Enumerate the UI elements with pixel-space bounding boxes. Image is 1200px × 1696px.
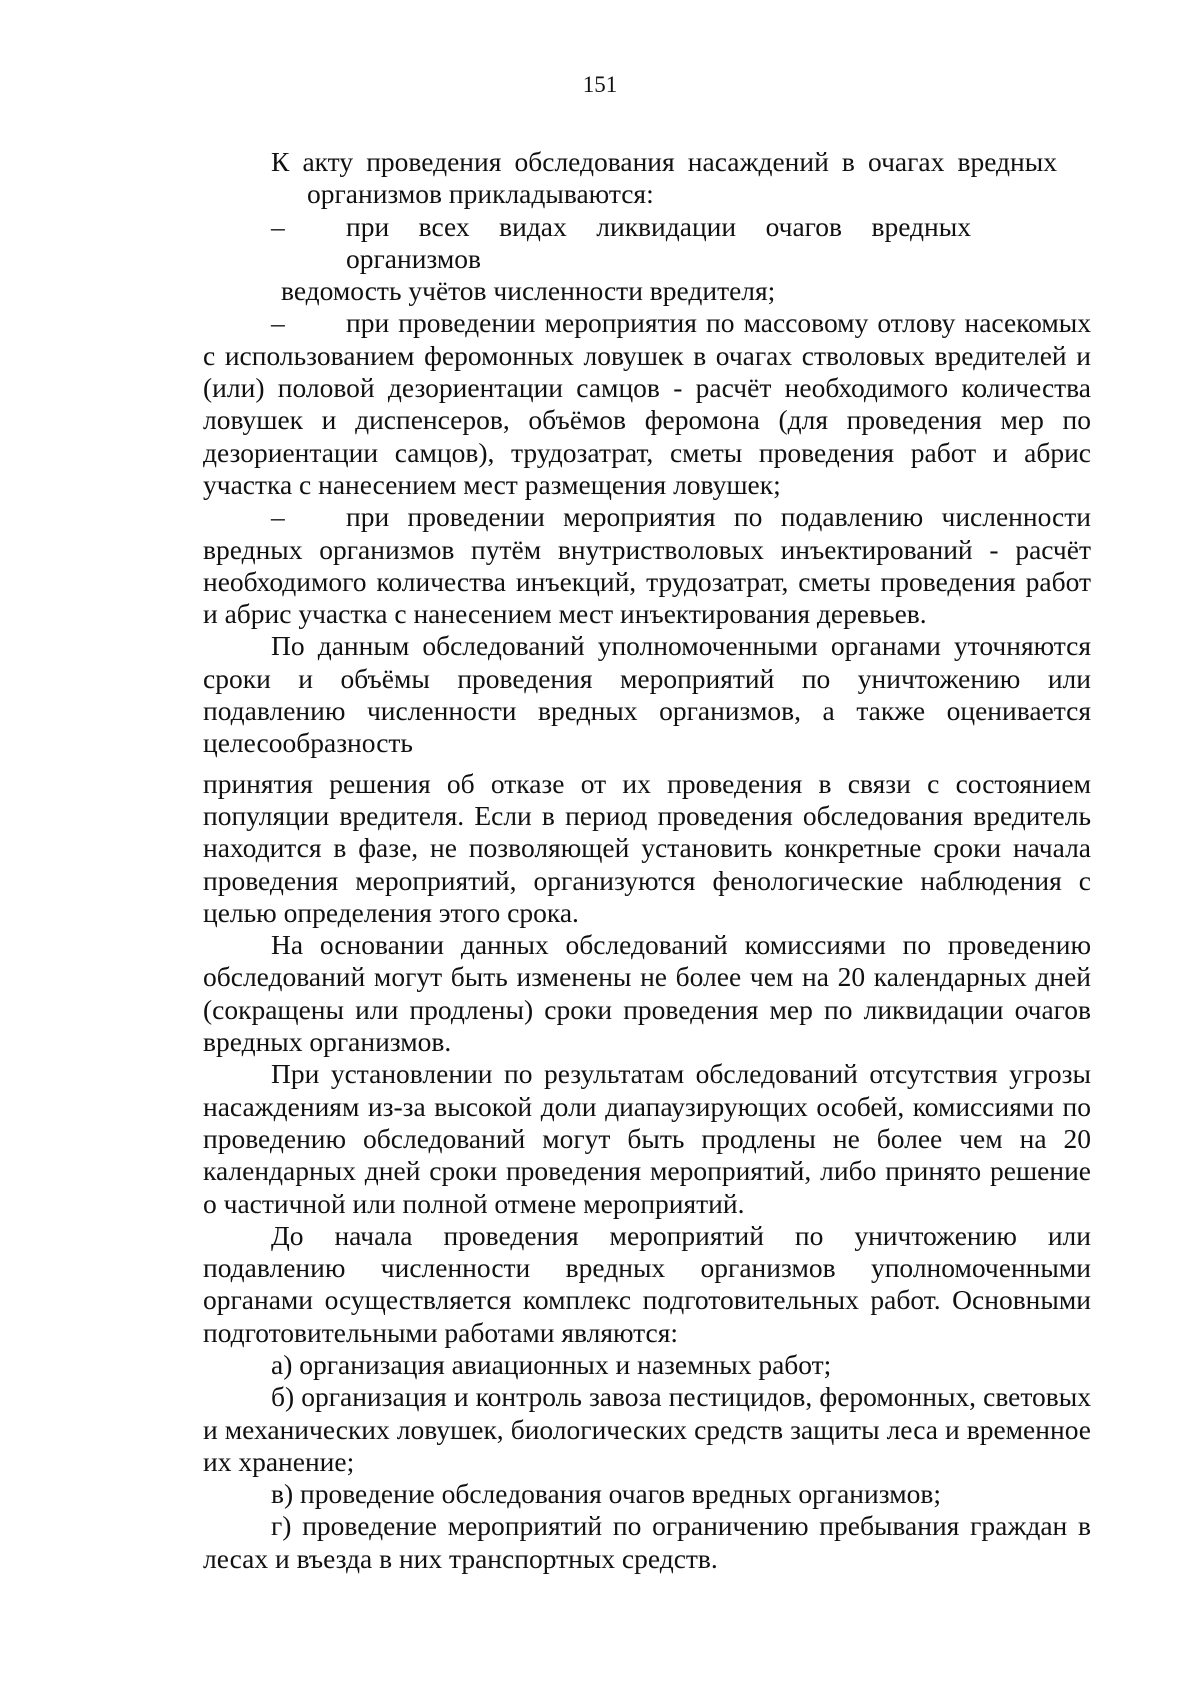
- paragraph-commission-changes: На основании данных обследований комиссиями по проведению обследований могут быть изменены не более чем на 20 календарных дней (сокращены или продлены) сроки проведения мер по ликвидации очагов вредных организмов.: [203, 929, 1091, 1058]
- document-body: [203, 146, 1091, 1575]
- bullet-pheromone-traps: [203, 307, 1091, 501]
- paragraph-survey-data: По данным обследований уполномоченными органами уточняются сроки и объёмы проведения мероприятий по уничтожению или подавлению численности вредных организмов, а также оценивается целесообразность: [203, 630, 1091, 759]
- list-item-b: б) организация и контроль завоза пестицидов, феромонных, световых и механических ловушек, биологических средств защиты леса и временное их хранение;: [203, 1381, 1091, 1477]
- bullet-dash: –: [271, 307, 285, 339]
- bullet-text: при проведении мероприятия по массовому отлову насекомых с использованием феромонных ловушек в очагах стволовых вредителей и (или) половой дезориентации самцов - расчёт необходимого количества ловушек и диспенсеров, объёмов феромона (для проведения мер по дезориентации самцов), трудозатрат, сметы проведения работ и абрис участка с нанесением мест размещения ловушек;: [203, 307, 1091, 500]
- bullet-text: при всех видах ликвидации очагов вредных организмов: [346, 210, 971, 274]
- paragraph-refusal-decision: принятия решения об отказе от их проведения в связи с состоянием популяции вредителя. Если в период проведения обследования вредитель находится в фазе, не позволяющей установить конкретные сроки начала проведения мероприятий, организуются фенологические наблюдения с целью определения этого срока.: [203, 767, 1091, 928]
- paragraph-diapause-extension: При установлении по результатам обследований отсутствия угрозы насаждениям из-за высокой доли диапаузирующих особей, комиссиями по проведению обследований могут быть продлены не более чем на 20 календарных дней сроки проведения мероприятий, либо принято решение о частичной или полной отмене мероприятий.: [203, 1058, 1091, 1219]
- bullet-text: при проведении мероприятия по подавлению численности вредных организмов путём внутриствoловых инъектирований - расчёт необходимого количества инъекций, трудозатрат, сметы проведения работ и абрис участка с нанесением мест инъектирования деревьев.: [203, 501, 1091, 630]
- bullet-dash: –: [271, 501, 285, 533]
- bullet-dash: –: [271, 210, 285, 242]
- paragraph-attachments-intro: К акту проведения обследования насаждений в очагах вредных организмов прикладываются:: [271, 146, 1057, 210]
- list-item-a: а) организация авиационных и наземных работ;: [271, 1348, 832, 1380]
- list-item-v: в) проведение обследования очагов вредных организмов;: [271, 1478, 941, 1510]
- bullet-trunk-injections: [203, 501, 1091, 630]
- bullet-all-liquidation-types: [271, 211, 971, 276]
- list-item-g: г) проведение мероприятий по ограничению пребывания граждан в лесах и въезда в них транспортных средств.: [203, 1510, 1091, 1574]
- paragraph-preparatory-works: До начала проведения мероприятий по уничтожению или подавлению численности вредных организмов уполномоченными органами осуществляется комплекс подготовительных работ. Основными подготовительными работами являются:: [203, 1219, 1091, 1348]
- page-number: 151: [582, 72, 618, 97]
- paragraph-pest-count-statement: ведомость учётов численности вредителя;: [281, 275, 776, 307]
